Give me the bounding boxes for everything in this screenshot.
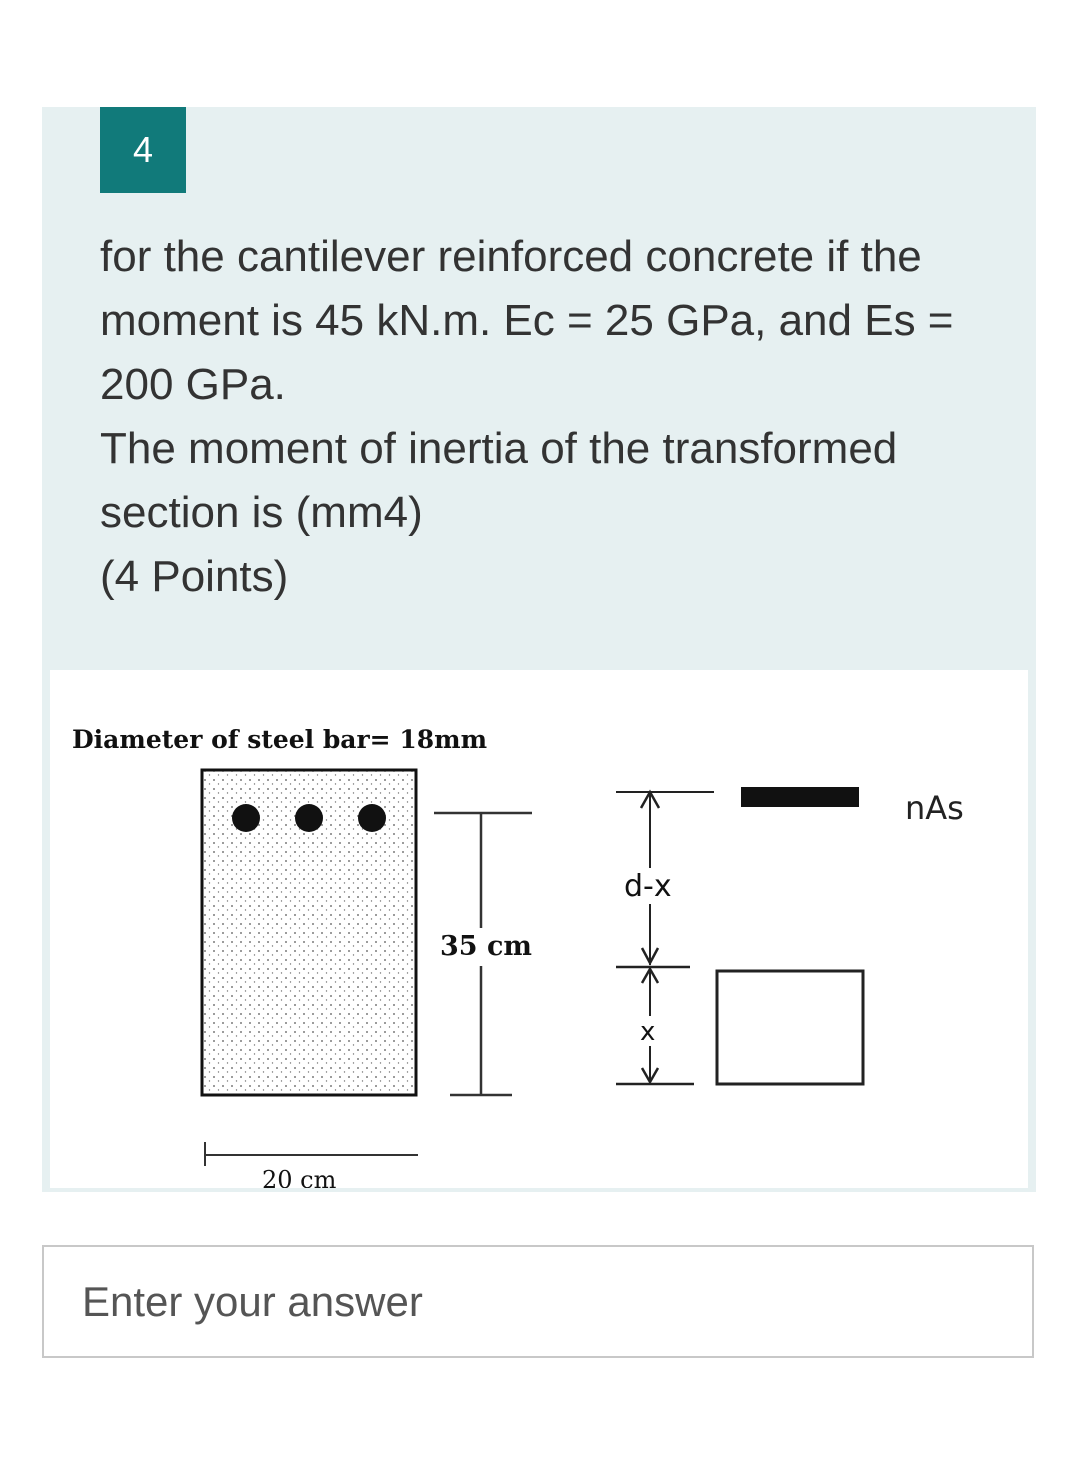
compression-zone — [717, 971, 863, 1084]
height-label: 35 cm — [440, 931, 532, 962]
transformed-steel-strip — [741, 787, 859, 807]
answer-input[interactable] — [42, 1245, 1034, 1358]
question-number-badge: 4 — [100, 107, 186, 193]
question-figure — [50, 670, 1028, 1188]
question-points: (4 Points) — [100, 552, 289, 601]
steel-bar-2 — [295, 804, 323, 832]
question-text — [100, 225, 980, 609]
question-prompt: The moment of inertia of the transformed section is (mm4) — [100, 424, 898, 537]
d-minus-x-label: d-x — [624, 869, 672, 904]
width-label: 20 cm — [262, 1166, 337, 1188]
question-card — [42, 107, 1036, 1192]
x-label: x — [640, 1017, 656, 1047]
steel-bar-1 — [232, 804, 260, 832]
figure-title: Diameter of steel bar= 18mm — [72, 725, 488, 754]
beam-section-diagram — [50, 670, 1028, 1188]
steel-bar-3 — [358, 804, 386, 832]
nas-label: nAs — [905, 789, 964, 827]
question-statement: for the cantilever reinforced concrete if the moment is 45 kN.m. Ec = 25 GPa, and Es = 200 GPa. — [100, 232, 954, 409]
